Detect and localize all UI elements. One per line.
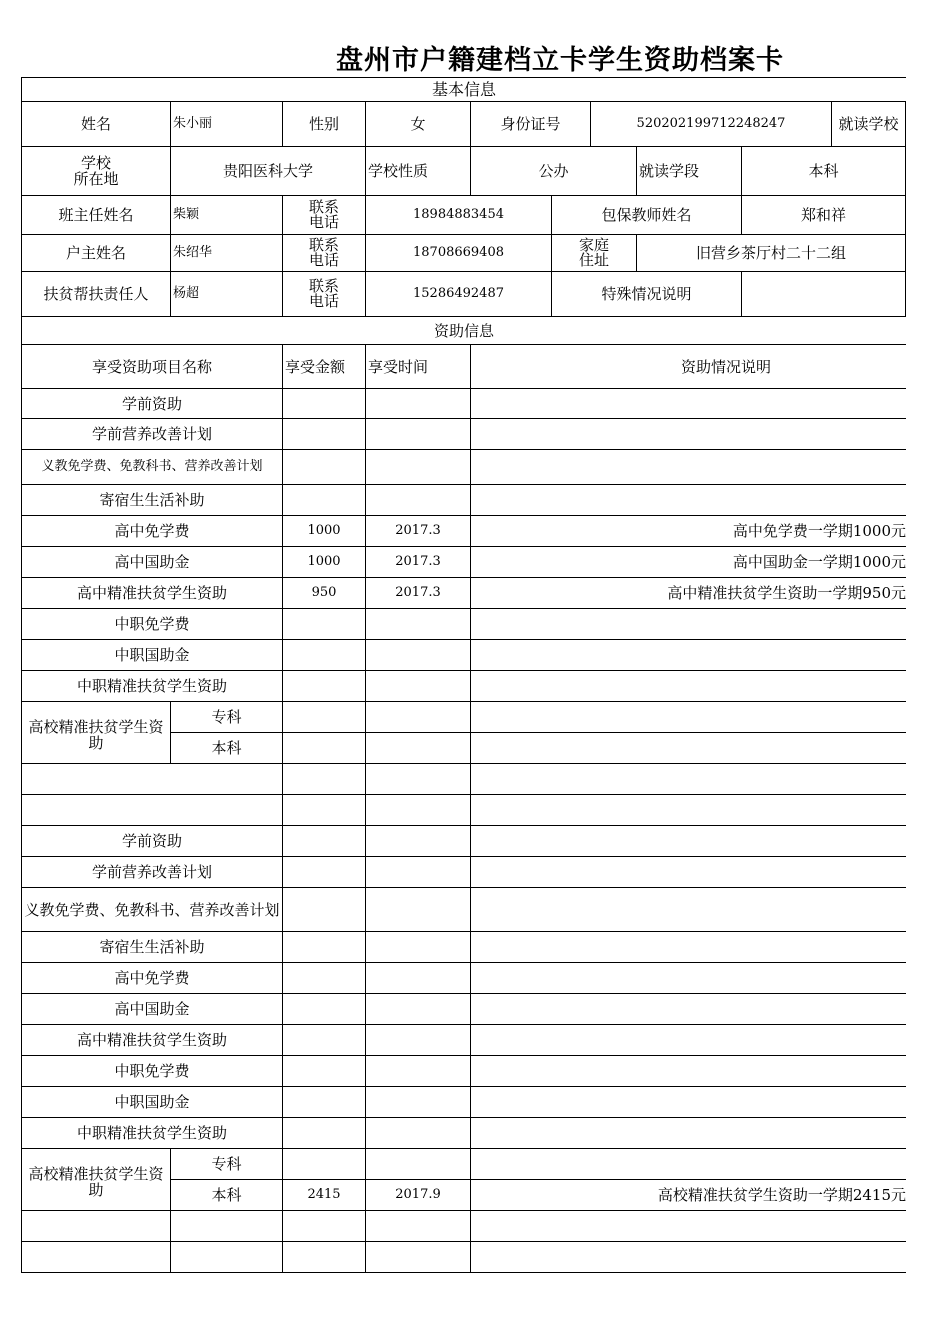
helper-value: 杨超 (171, 272, 283, 317)
aid-description (471, 1087, 906, 1118)
aid-amount (283, 640, 366, 671)
col-amount-header: 享受金额 (283, 345, 366, 389)
aid-info-header: 资助信息 (21, 317, 906, 345)
special-label: 特殊情况说明 (552, 272, 742, 317)
householder-phone-label (283, 235, 366, 272)
aid-description (471, 671, 906, 702)
aid-description (471, 1118, 906, 1149)
blank-cell (471, 1211, 906, 1242)
aid-description: 高校精准扶贫学生资助一学期2415元 (471, 1180, 906, 1211)
aid-time (366, 485, 471, 516)
aid-time (366, 1118, 471, 1149)
aid-item-name: 高中国助金 (21, 994, 283, 1025)
id-value: 520202199712248247 (591, 102, 832, 147)
aid-amount (283, 932, 366, 963)
college-aid-label: 高校精准扶贫学生资助 (21, 702, 171, 764)
aid-time (366, 640, 471, 671)
aid-description (471, 609, 906, 640)
address-label (552, 235, 637, 272)
aid-item-name: 寄宿生生活补助 (21, 932, 283, 963)
blank-cell (171, 1211, 283, 1242)
aid-time (366, 1087, 471, 1118)
aid-description (471, 857, 906, 888)
aid-item-name: 中职免学费 (21, 1056, 283, 1087)
aid-description (471, 1149, 906, 1180)
aid-description (471, 1025, 906, 1056)
blank-cell (366, 1242, 471, 1273)
address-label-line1: 家庭 (578, 236, 609, 254)
aid-item-name: 中职国助金 (21, 1087, 283, 1118)
aid-time: 2017.3 (366, 516, 471, 547)
blank-cell (471, 764, 906, 795)
aid-item-name: 高中精准扶贫学生资助 (21, 578, 283, 609)
aid-time (366, 702, 471, 733)
aid-time: 2017.9 (366, 1180, 471, 1211)
aid-amount (283, 1025, 366, 1056)
aid-description (471, 932, 906, 963)
aid-description (471, 485, 906, 516)
school-type-label: 学校性质 (366, 147, 471, 196)
college-aid-label: 高校精准扶贫学生资助 (21, 1149, 171, 1211)
school-label: 就读学校 (832, 102, 906, 147)
address-label-line2: 住址 (578, 251, 609, 269)
phone-label-line2: 电话 (308, 292, 339, 310)
aid-item-name: 义教免学费、免教科书、营养改善计划 (21, 450, 283, 485)
aid-amount (283, 857, 366, 888)
aid-item-name: 中职国助金 (21, 640, 283, 671)
aid-item-name: 义教免学费、免教科书、营养改善计划 (21, 888, 283, 932)
college-sub-level: 专科 (171, 702, 283, 733)
name-value: 朱小丽 (171, 102, 283, 147)
blank-cell (283, 1211, 366, 1242)
phone-label-line1: 联系 (308, 236, 339, 254)
col-item-header: 享受资助项目名称 (21, 345, 283, 389)
aid-item-name: 学前营养改善计划 (21, 857, 283, 888)
teacher-phone-value: 18984883454 (366, 196, 552, 235)
phone-label-line1: 联系 (308, 277, 339, 295)
aid-amount (283, 826, 366, 857)
stage-label: 就读学段 (637, 147, 742, 196)
aid-amount: 1000 (283, 516, 366, 547)
aid-description (471, 994, 906, 1025)
blank-cell (366, 795, 471, 826)
aid-time (366, 994, 471, 1025)
aid-item-name: 高中免学费 (21, 963, 283, 994)
phone-label-line2: 电话 (308, 251, 339, 269)
teacher-value: 柴颖 (171, 196, 283, 235)
aid-time (366, 826, 471, 857)
phone-label-line1: 联系 (308, 198, 339, 216)
aid-amount: 2415 (283, 1180, 366, 1211)
school-location-label-line1: 学校 (80, 154, 111, 172)
aid-time (366, 963, 471, 994)
aid-time (366, 450, 471, 485)
aid-description: 高中精准扶贫学生资助一学期950元 (471, 578, 906, 609)
aid-description (471, 888, 906, 932)
col-time-header: 享受时间 (366, 345, 471, 389)
aid-amount (283, 888, 366, 932)
aid-item-name: 中职免学费 (21, 609, 283, 640)
aid-amount (283, 389, 366, 419)
aid-description: 高中免学费一学期1000元 (471, 516, 906, 547)
aid-amount: 950 (283, 578, 366, 609)
blank-cell (471, 1242, 906, 1273)
aid-description (471, 419, 906, 450)
helper-label: 扶贫帮扶责任人 (21, 272, 171, 317)
householder-value: 朱绍华 (171, 235, 283, 272)
bao-teacher-value: 郑和祥 (742, 196, 906, 235)
helper-phone-value: 15286492487 (366, 272, 552, 317)
col-desc-header: 资助情况说明 (471, 345, 906, 389)
aid-description: 高中国助金一学期1000元 (471, 547, 906, 578)
aid-amount (283, 419, 366, 450)
aid-time: 2017.3 (366, 547, 471, 578)
aid-amount (283, 1149, 366, 1180)
aid-time (366, 671, 471, 702)
aid-item-name: 高中国助金 (21, 547, 283, 578)
blank-cell (21, 764, 283, 795)
aid-time (366, 419, 471, 450)
aid-time (366, 932, 471, 963)
aid-amount (283, 485, 366, 516)
aid-item-name: 学前资助 (21, 826, 283, 857)
gender-label: 性别 (283, 102, 366, 147)
blank-cell (21, 1211, 171, 1242)
aid-amount (283, 1087, 366, 1118)
aid-time (366, 857, 471, 888)
aid-amount: 1000 (283, 547, 366, 578)
aid-time (366, 1056, 471, 1087)
school-type-value: 公办 (471, 147, 637, 196)
aid-amount (283, 1118, 366, 1149)
gender-value: 女 (366, 102, 471, 147)
school-location-value: 贵阳医科大学 (171, 147, 366, 196)
aid-description (471, 389, 906, 419)
page-title: 盘州市户籍建档立卡学生资助档案卡 (336, 45, 784, 76)
aid-time (366, 1149, 471, 1180)
blank-cell (21, 795, 283, 826)
blank-cell (171, 1242, 283, 1273)
aid-item-name: 学前资助 (21, 389, 283, 419)
aid-time: 2017.3 (366, 578, 471, 609)
aid-time (366, 609, 471, 640)
college-sub-level: 专科 (171, 1149, 283, 1180)
helper-phone-label (283, 272, 366, 317)
aid-amount (283, 994, 366, 1025)
blank-cell (283, 764, 366, 795)
basic-info-header: 基本信息 (21, 77, 906, 102)
school-location-label (21, 147, 171, 196)
householder-phone-value: 18708669408 (366, 235, 552, 272)
aid-item-name: 中职精准扶贫学生资助 (21, 1118, 283, 1149)
aid-description (471, 640, 906, 671)
aid-time (366, 888, 471, 932)
bao-teacher-label: 包保教师姓名 (552, 196, 742, 235)
blank-cell (21, 1242, 171, 1273)
college-sub-level: 本科 (171, 733, 283, 764)
aid-amount (283, 963, 366, 994)
school-location-label-line2: 所在地 (73, 170, 119, 188)
aid-amount (283, 609, 366, 640)
aid-description (471, 963, 906, 994)
aid-amount (283, 733, 366, 764)
blank-cell (366, 1211, 471, 1242)
stage-value: 本科 (742, 147, 906, 196)
special-value (742, 272, 906, 317)
aid-item-name: 高中精准扶贫学生资助 (21, 1025, 283, 1056)
name-label: 姓名 (21, 102, 171, 147)
address-value: 旧营乡茶厅村二十二组 (637, 235, 906, 272)
aid-item-name: 学前营养改善计划 (21, 419, 283, 450)
aid-item-name: 寄宿生生活补助 (21, 485, 283, 516)
aid-item-name: 高中免学费 (21, 516, 283, 547)
aid-description (471, 826, 906, 857)
aid-amount (283, 671, 366, 702)
aid-amount (283, 1056, 366, 1087)
aid-description (471, 450, 906, 485)
aid-description (471, 702, 906, 733)
aid-amount (283, 450, 366, 485)
aid-time (366, 733, 471, 764)
id-label: 身份证号 (471, 102, 591, 147)
aid-item-name: 中职精准扶贫学生资助 (21, 671, 283, 702)
aid-time (366, 1025, 471, 1056)
blank-cell (283, 1242, 366, 1273)
blank-cell (283, 795, 366, 826)
aid-description (471, 1056, 906, 1087)
phone-label-line2: 电话 (308, 213, 339, 231)
teacher-phone-label (283, 196, 366, 235)
college-sub-level: 本科 (171, 1180, 283, 1211)
blank-cell (366, 764, 471, 795)
aid-description (471, 733, 906, 764)
teacher-label: 班主任姓名 (21, 196, 171, 235)
aid-time (366, 389, 471, 419)
blank-cell (471, 795, 906, 826)
householder-label: 户主姓名 (21, 235, 171, 272)
aid-amount (283, 702, 366, 733)
